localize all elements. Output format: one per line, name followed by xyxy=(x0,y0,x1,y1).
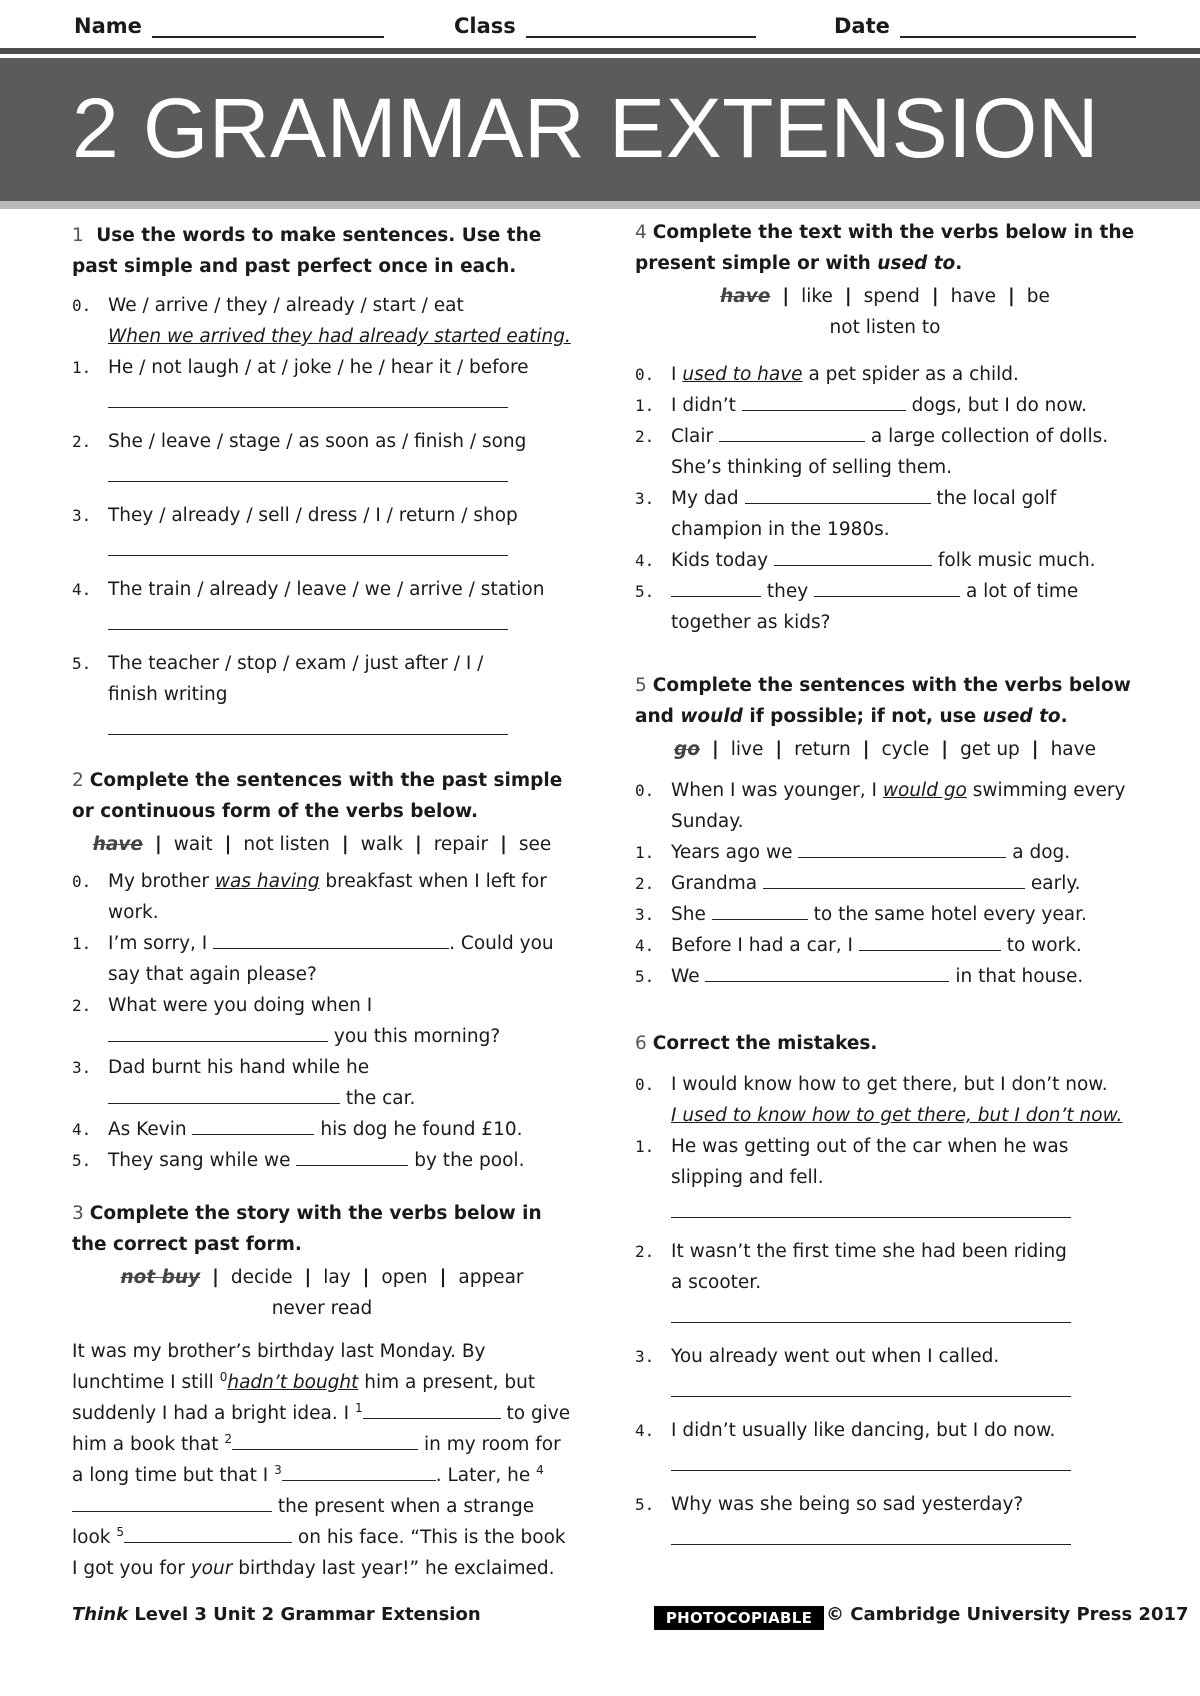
item-number: 3. xyxy=(635,905,655,924)
answer-blank[interactable] xyxy=(745,483,931,504)
exercise-6 xyxy=(635,1028,1135,1545)
answer-line[interactable] xyxy=(108,459,508,482)
example-answer: would go xyxy=(882,780,967,801)
item-number: 2. xyxy=(72,432,92,451)
instruction-text: Complete the sentences with the verbs below and xyxy=(635,675,1131,727)
list-item xyxy=(72,426,572,457)
answer-blank[interactable] xyxy=(296,1145,408,1166)
example-answer: was having xyxy=(214,871,320,892)
item-number: 1. xyxy=(72,358,92,377)
text: My brother xyxy=(108,871,215,892)
item-number: 5. xyxy=(72,654,92,673)
instruction-text: would xyxy=(680,706,743,727)
example-answer: hadn’t bought xyxy=(227,1372,359,1393)
prompt: I would know how to get there, but I don’t now. xyxy=(671,1074,1108,1095)
example-item xyxy=(635,359,1135,390)
story-segment: the present when a strange look xyxy=(72,1496,535,1548)
story-segment: It was my brother’s birthday last Monday. By lunchtime I still xyxy=(72,1341,486,1393)
item-number: 1. xyxy=(72,934,92,953)
item-number: 3. xyxy=(72,506,92,525)
text: They sang while we xyxy=(108,1150,297,1171)
text: Grandma xyxy=(671,873,763,894)
answer-blank[interactable] xyxy=(859,930,1001,951)
item-number: 3. xyxy=(635,1347,655,1366)
answer-line[interactable] xyxy=(671,1522,1071,1545)
gap-number: 4 xyxy=(536,1462,544,1477)
answer-line[interactable] xyxy=(671,1300,1071,1323)
exercise-5-instruction xyxy=(635,670,1135,732)
instruction-text: used to xyxy=(877,253,956,274)
copyright: © Cambridge University Press 2017 xyxy=(826,1604,1189,1625)
list-item xyxy=(72,648,572,710)
text: Clair xyxy=(671,426,720,447)
item-number: 0. xyxy=(635,781,655,800)
exercise-3-instruction xyxy=(72,1198,572,1260)
answer-line[interactable] xyxy=(108,607,508,630)
answer-blank[interactable] xyxy=(719,421,865,442)
item-number: 5. xyxy=(635,967,655,986)
left-column xyxy=(72,220,572,1584)
list-item xyxy=(635,1341,1135,1372)
answer-blank[interactable] xyxy=(705,961,949,982)
example-item xyxy=(72,290,572,352)
answer-blank[interactable] xyxy=(763,868,1025,889)
footer-unit: Level 3 Unit 2 Grammar Extension xyxy=(128,1604,481,1625)
instruction-text: Complete the text with the verbs below in the present simple or with xyxy=(635,222,1135,274)
list-item xyxy=(72,928,572,990)
exercise-1 xyxy=(72,220,572,735)
text: As Kevin xyxy=(108,1119,193,1140)
item-number: 4. xyxy=(635,1421,655,1440)
exercise-4 xyxy=(635,217,1135,638)
list-item xyxy=(635,899,1135,930)
name-input-line[interactable] xyxy=(152,14,384,38)
word: see xyxy=(518,834,552,855)
item-number: 4. xyxy=(72,580,92,599)
answer-blank[interactable] xyxy=(712,899,808,920)
answer-blank[interactable] xyxy=(213,928,449,949)
story-segment: on his face. “This is the book I got you for xyxy=(72,1527,566,1579)
word: not listen xyxy=(243,834,330,855)
item-number: 3. xyxy=(72,1058,92,1077)
answer-blank[interactable] xyxy=(232,1429,418,1450)
item-number: 4. xyxy=(635,551,655,570)
answer-line[interactable] xyxy=(108,712,508,735)
item-number: 5. xyxy=(635,1495,655,1514)
exercise-number: 1 xyxy=(72,225,84,246)
item-number: 2. xyxy=(635,1242,655,1261)
story-segment: in my room for a long time but that I xyxy=(72,1434,561,1486)
example-item xyxy=(635,1069,1135,1131)
text: a lot of time together as kids? xyxy=(671,581,1079,633)
word: like xyxy=(801,286,833,307)
prompt: He / not laugh / at / joke / he / hear it / before xyxy=(108,357,529,378)
answer-blank[interactable] xyxy=(282,1460,436,1481)
instruction-text: Complete the sentences with the past simple or continuous form of the verbs below. xyxy=(72,770,563,822)
photocopiable-badge: PHOTOCOPIABLE xyxy=(654,1606,824,1630)
story-text xyxy=(72,1336,572,1584)
gap-number: 3 xyxy=(274,1462,282,1477)
word-box: have | wait | not listen | walk | repair | see xyxy=(72,829,572,860)
item-number: 4. xyxy=(635,936,655,955)
word: decide xyxy=(230,1267,293,1288)
gap-number: 1 xyxy=(354,1400,363,1415)
exercise-3 xyxy=(72,1198,572,1584)
item-number: 1. xyxy=(635,396,655,415)
answer-blank[interactable] xyxy=(192,1114,314,1135)
list-item xyxy=(635,421,1135,483)
item-number: 5. xyxy=(72,1151,92,1170)
exercise-number: 6 xyxy=(635,1033,647,1054)
text: What were you doing when I xyxy=(108,995,373,1016)
text: a large collection of dolls. She’s thinking of selling them. xyxy=(671,426,1109,478)
list-item xyxy=(635,545,1135,576)
item-text xyxy=(108,290,572,352)
list-item xyxy=(72,500,572,531)
list-item xyxy=(635,390,1135,421)
story-segment: to give him a book that xyxy=(72,1403,571,1455)
answer-blank[interactable] xyxy=(742,390,906,411)
exercise-2 xyxy=(72,765,572,1176)
item-number: 4. xyxy=(72,1120,92,1139)
word-used: go xyxy=(674,739,700,760)
list-item xyxy=(635,1415,1135,1446)
banner-shadow xyxy=(0,201,1200,209)
text: She xyxy=(671,904,712,925)
list-item xyxy=(635,961,1135,992)
name-field xyxy=(74,14,384,38)
list-item xyxy=(72,1145,572,1176)
class-field xyxy=(454,14,756,38)
word: have xyxy=(950,286,997,307)
word: live xyxy=(730,739,764,760)
text: breakfast when I left for work. xyxy=(108,871,547,923)
list-item xyxy=(72,574,572,605)
list-item xyxy=(72,1114,572,1145)
list-item xyxy=(635,1489,1135,1520)
prompt: They / already / sell / dress / I / return / shop xyxy=(108,505,518,526)
text: the local golf champion in the 1980s. xyxy=(671,488,1057,540)
list-item xyxy=(72,1052,572,1114)
prompt: The teacher / stop / exam / just after / I / finish writing xyxy=(108,653,484,705)
item-number: 0. xyxy=(635,1075,655,1094)
answer-blank[interactable] xyxy=(124,1522,292,1543)
footer-course-name: Think xyxy=(72,1604,129,1625)
title-banner xyxy=(0,58,1200,201)
text: they xyxy=(761,581,815,602)
list-item xyxy=(72,990,572,1052)
item-number: 0. xyxy=(72,872,92,891)
example-answer: I used to know how to get there, but I don’t now. xyxy=(671,1105,1123,1126)
word-used: have xyxy=(720,286,771,307)
exercise-number: 2 xyxy=(72,770,84,791)
student-info-header xyxy=(74,14,1130,48)
item-number: 0. xyxy=(72,296,92,315)
example-item xyxy=(72,866,572,928)
list-item xyxy=(635,1131,1135,1193)
text: folk music much. xyxy=(932,550,1096,571)
instruction-text: Complete the story with the verbs below in the correct past form. xyxy=(72,1203,542,1255)
answer-blank[interactable] xyxy=(671,576,761,597)
answer-blank[interactable] xyxy=(363,1398,501,1419)
item-number: 5. xyxy=(635,582,655,601)
answer-blank[interactable] xyxy=(108,1021,328,1042)
item-number: 1. xyxy=(635,843,655,862)
item-number: 2. xyxy=(72,996,92,1015)
word-box: not buy | decide | lay | open | appear never read xyxy=(72,1262,572,1324)
list-item xyxy=(635,868,1135,899)
date-label: Date xyxy=(834,14,890,38)
word: cycle xyxy=(881,739,930,760)
word: walk xyxy=(360,834,403,855)
text: in that house. xyxy=(949,966,1084,987)
item-number: 3. xyxy=(635,489,655,508)
text: swimming every Sunday. xyxy=(671,780,1126,832)
instruction-text: . xyxy=(1060,706,1068,727)
list-item xyxy=(635,483,1135,545)
date-input-line[interactable] xyxy=(900,14,1136,38)
list-item xyxy=(635,1236,1135,1298)
prompt: I didn’t usually like dancing, but I do now. xyxy=(671,1420,1056,1441)
text: a dog. xyxy=(1006,842,1071,863)
item-number: 2. xyxy=(635,874,655,893)
text: a pet spider as a child. xyxy=(802,364,1019,385)
prompt: We / arrive / they / already / start / eat xyxy=(108,295,464,316)
text: I xyxy=(671,364,683,385)
exercise-2-instruction xyxy=(72,765,572,827)
text: I didn’t xyxy=(671,395,742,416)
page-title: 2 GRAMMAR EXTENSION xyxy=(72,81,1099,175)
answer-line[interactable] xyxy=(671,1448,1071,1471)
list-item xyxy=(635,930,1135,961)
class-label: Class xyxy=(454,14,516,38)
prompt: She / leave / stage / as soon as / finish / song xyxy=(108,431,527,452)
word: be xyxy=(1026,286,1050,307)
story-segment: . Later, he xyxy=(435,1465,537,1486)
word: spend xyxy=(863,286,920,307)
answer-blank[interactable] xyxy=(798,837,1006,858)
text: Before I had a car, I xyxy=(671,935,859,956)
text: I’m sorry, I xyxy=(108,933,214,954)
word-used: not buy xyxy=(120,1267,201,1288)
text: dogs, but I do now. xyxy=(905,395,1088,416)
word-box: have | like | spend | have | be not listen to xyxy=(635,281,1135,343)
word: appear xyxy=(458,1267,524,1288)
instruction-text: used to xyxy=(982,706,1061,727)
instruction-text: Correct the mistakes. xyxy=(652,1033,878,1054)
text: We xyxy=(671,966,706,987)
gap-number: 0 xyxy=(219,1369,228,1384)
prompt: He was getting out of the car when he was slipping and fell. xyxy=(671,1136,1069,1188)
prompt: Why was she being so sad yesterday? xyxy=(671,1494,1024,1515)
example-answer: When we arrived they had already started eating. xyxy=(108,326,571,347)
word: never read xyxy=(271,1298,373,1319)
story-segment: birthday last year!” he exclaimed. xyxy=(232,1558,555,1579)
header-divider xyxy=(0,48,1200,54)
story-segment: him a present, but suddenly I had a bright idea. I xyxy=(72,1372,536,1424)
text: to work. xyxy=(1000,935,1082,956)
word: open xyxy=(381,1267,428,1288)
answer-blank[interactable] xyxy=(108,1083,340,1104)
item-number: 0. xyxy=(635,365,655,384)
gap-number: 2 xyxy=(224,1431,233,1446)
answer-blank[interactable] xyxy=(814,576,960,597)
answer-line[interactable] xyxy=(108,533,508,556)
text: early. xyxy=(1025,873,1081,894)
prompt: The train / already / leave / we / arrive / station xyxy=(108,579,545,600)
text: by the pool. xyxy=(408,1150,525,1171)
gap-number: 5 xyxy=(116,1524,125,1539)
text: When I was younger, I xyxy=(671,780,883,801)
list-item xyxy=(72,352,572,383)
right-column xyxy=(635,217,1135,1563)
text: . Could you say that again please? xyxy=(108,933,554,985)
answer-line[interactable] xyxy=(671,1374,1071,1397)
answer-blank[interactable] xyxy=(72,1491,272,1512)
word: lay xyxy=(323,1267,351,1288)
prompt: You already went out when I called. xyxy=(671,1346,1000,1367)
answer-line[interactable] xyxy=(671,1195,1071,1218)
word-box: go | live | return | cycle | get up | have xyxy=(635,734,1135,765)
word: have xyxy=(1050,739,1096,760)
example-answer: used to have xyxy=(682,364,803,385)
text: his dog he found £10. xyxy=(314,1119,523,1140)
class-input-line[interactable] xyxy=(526,14,756,38)
text: Years ago we xyxy=(671,842,799,863)
word-used: have xyxy=(92,834,143,855)
exercise-6-instruction xyxy=(635,1028,1135,1059)
exercise-1-instruction xyxy=(72,220,572,282)
story-segment: your xyxy=(190,1558,233,1579)
text: you this morning? xyxy=(328,1026,501,1047)
prompt: It wasn’t the first time she had been riding a scooter. xyxy=(671,1241,1067,1293)
text: My dad xyxy=(671,488,745,509)
instruction-text: Use the words to make sentences. Use the past simple and past perfect once in each. xyxy=(72,225,542,277)
text: Dad burnt his hand while he xyxy=(108,1057,370,1078)
exercise-number: 4 xyxy=(635,222,647,243)
footer-course-info xyxy=(72,1604,481,1625)
text: to the same hotel every year. xyxy=(807,904,1087,925)
word: get up xyxy=(960,739,1020,760)
date-field xyxy=(834,14,1136,38)
word: return xyxy=(794,739,851,760)
exercise-5 xyxy=(635,670,1135,992)
word: wait xyxy=(173,834,213,855)
exercise-4-instruction xyxy=(635,217,1135,279)
exercise-number: 5 xyxy=(635,675,647,696)
text: Kids today xyxy=(671,550,775,571)
list-item xyxy=(635,576,1135,638)
answer-line[interactable] xyxy=(108,385,508,408)
item-number: 2. xyxy=(635,427,655,446)
word: not listen to xyxy=(829,317,941,338)
example-item xyxy=(635,775,1135,837)
word: repair xyxy=(433,834,489,855)
item-number: 1. xyxy=(635,1137,655,1156)
exercise-number: 3 xyxy=(72,1203,84,1224)
list-item xyxy=(635,837,1135,868)
answer-blank[interactable] xyxy=(774,545,932,566)
instruction-text: . xyxy=(955,253,963,274)
instruction-text: if possible; if not, use xyxy=(742,706,983,727)
text: the car. xyxy=(340,1088,416,1109)
name-label: Name xyxy=(74,14,142,38)
